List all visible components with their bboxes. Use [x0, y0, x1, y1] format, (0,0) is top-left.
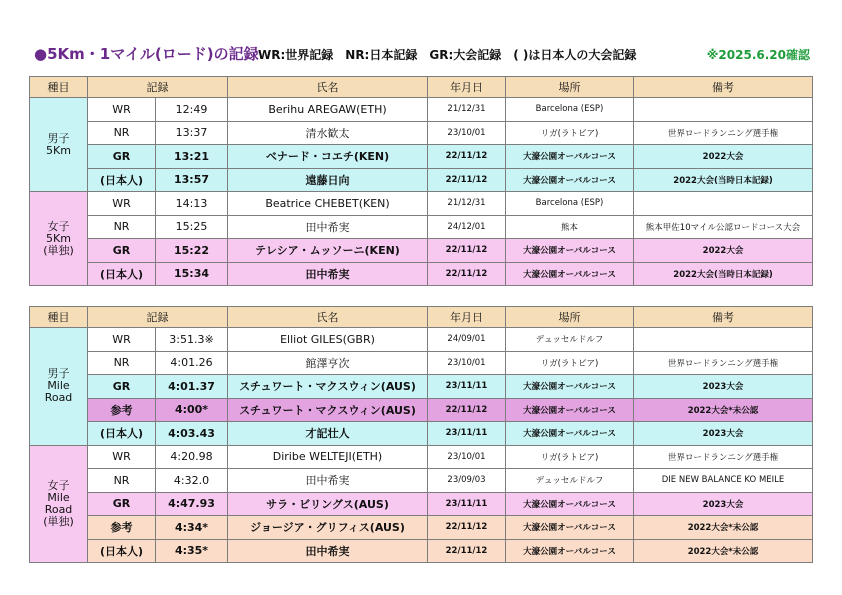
record-note: [634, 328, 813, 352]
record-note: 世界ロードランニング選手権: [634, 445, 813, 469]
record-type: (日本人): [88, 262, 156, 286]
col-header-place: 場所: [506, 307, 634, 328]
col-header-record: 記録: [88, 77, 228, 98]
record-note: 世界ロードランニング選手権: [634, 121, 813, 145]
athlete-name: 才記壮人: [228, 422, 428, 446]
legend-text: WR:世界記録 NR:日本記録 GR:大会記録 ( )は日本人の大会記録: [258, 48, 637, 62]
record-time: 12:49: [156, 98, 228, 122]
table-row: [30, 469, 813, 493]
record-place: 大濠公園オーバルコース: [506, 145, 634, 169]
record-place: リガ(ラトビア): [506, 121, 634, 145]
athlete-name: Elliot GILES(GBR): [228, 328, 428, 352]
athlete-name: Beatrice CHEBET(KEN): [228, 192, 428, 216]
record-place: 大濠公園オーバルコース: [506, 262, 634, 286]
title-bar: [34, 41, 810, 65]
record-time: 15:34: [156, 262, 228, 286]
record-date: 23/10/01: [428, 351, 506, 375]
table-row: [30, 239, 813, 263]
record-type: NR: [88, 121, 156, 145]
table-row: [30, 145, 813, 169]
record-note: 2022大会*未公認: [634, 398, 813, 422]
athlete-name: サラ・ビリングス(AUS): [228, 492, 428, 516]
athlete-name: スチュワート・マクスウィン(AUS): [228, 398, 428, 422]
athlete-name: 遠藤日向: [228, 168, 428, 192]
record-time: 13:21: [156, 145, 228, 169]
record-note: 2022大会*未公認: [634, 516, 813, 540]
record-note: 2022大会: [634, 145, 813, 169]
table-row: [30, 98, 813, 122]
athlete-name: 田中希実: [228, 469, 428, 493]
record-time: 13:37: [156, 121, 228, 145]
record-time: 15:25: [156, 215, 228, 239]
record-type: WR: [88, 328, 156, 352]
col-header-name: 氏名: [228, 77, 428, 98]
record-time: 4:32.0: [156, 469, 228, 493]
record-note: [634, 192, 813, 216]
athlete-name: ベナード・コエチ(KEN): [228, 145, 428, 169]
record-time: 4:01.26: [156, 351, 228, 375]
record-place: 大濠公園オーバルコース: [506, 492, 634, 516]
record-time: 4:01.37: [156, 375, 228, 399]
record-date: 22/11/12: [428, 539, 506, 563]
record-time: 13:57: [156, 168, 228, 192]
col-header-record: 記録: [88, 307, 228, 328]
table-row: [30, 375, 813, 399]
record-note: 2022大会*未公認: [634, 539, 813, 563]
athlete-name: 田中希実: [228, 215, 428, 239]
table-row: [30, 422, 813, 446]
record-place: 大濠公園オーバルコース: [506, 398, 634, 422]
record-date: 23/10/01: [428, 121, 506, 145]
table-row: [30, 121, 813, 145]
record-place: 大濠公園オーバルコース: [506, 422, 634, 446]
record-place: 大濠公園オーバルコース: [506, 375, 634, 399]
athlete-name: スチュワート・マクスウィン(AUS): [228, 375, 428, 399]
col-header-name: 氏名: [228, 307, 428, 328]
record-type: (日本人): [88, 168, 156, 192]
record-place: リガ(ラトビア): [506, 351, 634, 375]
athlete-name: 田中希実: [228, 539, 428, 563]
col-header-date: 年月日: [428, 307, 506, 328]
record-type: 参考: [88, 516, 156, 540]
record-date: 23/09/03: [428, 469, 506, 493]
record-time: 4:47.93: [156, 492, 228, 516]
record-type: WR: [88, 192, 156, 216]
col-header-event: 種目: [30, 77, 88, 98]
col-header-note: 備考: [634, 307, 813, 328]
record-date: 21/12/31: [428, 192, 506, 216]
record-date: 22/11/12: [428, 145, 506, 169]
col-header-date: 年月日: [428, 77, 506, 98]
col-header-place: 場所: [506, 77, 634, 98]
record-place: 大濠公園オーバルコース: [506, 168, 634, 192]
col-header-note: 備考: [634, 77, 813, 98]
record-note: 2022大会(当時日本記録): [634, 262, 813, 286]
record-time: 4:00*: [156, 398, 228, 422]
page-title: ●5Km・1マイル(ロード)の記録: [34, 45, 259, 63]
record-place: Barcelona (ESP): [506, 98, 634, 122]
event-category-men-mile: 男子 Mile Road: [30, 328, 88, 446]
athlete-name: 田中希実: [228, 262, 428, 286]
record-note: 2023大会: [634, 422, 813, 446]
record-place: 大濠公園オーバルコース: [506, 539, 634, 563]
record-note: 熊本甲佐10マイル公認ロードコース大会: [634, 215, 813, 239]
confirmed-date: ※2025.6.20確認: [706, 48, 810, 62]
record-note: 2023大会: [634, 492, 813, 516]
record-date: 24/12/01: [428, 215, 506, 239]
record-date: 23/11/11: [428, 492, 506, 516]
record-time: 4:35*: [156, 539, 228, 563]
event-category-women-5k: 女子 5Km (単独): [30, 192, 88, 286]
table-5k: [29, 76, 813, 286]
record-note: DIE NEW BALANCE KO MEILE: [634, 469, 813, 493]
record-place: デュッセルドルフ: [506, 469, 634, 493]
table-header-row: [30, 307, 813, 328]
table-mile: [29, 306, 813, 563]
col-header-event: 種目: [30, 307, 88, 328]
record-type: GR: [88, 492, 156, 516]
record-place: 大濠公園オーバルコース: [506, 516, 634, 540]
record-note: 世界ロードランニング選手権: [634, 351, 813, 375]
table-row: [30, 262, 813, 286]
record-time: 14:13: [156, 192, 228, 216]
athlete-name: Berihu AREGAW(ETH): [228, 98, 428, 122]
record-note: [634, 98, 813, 122]
record-note: 2022大会(当時日本記録): [634, 168, 813, 192]
record-date: 24/09/01: [428, 328, 506, 352]
table-row: [30, 445, 813, 469]
record-date: 21/12/31: [428, 98, 506, 122]
record-type: (日本人): [88, 422, 156, 446]
record-time: 4:34*: [156, 516, 228, 540]
record-type: NR: [88, 351, 156, 375]
athlete-name: 清水歓太: [228, 121, 428, 145]
table-row: [30, 328, 813, 352]
table-row: [30, 539, 813, 563]
event-category-men-5k: 男子 5Km: [30, 98, 88, 192]
record-time: 4:20.98: [156, 445, 228, 469]
record-type: WR: [88, 98, 156, 122]
table-row: [30, 215, 813, 239]
table-row: [30, 398, 813, 422]
record-place: 大濠公園オーバルコース: [506, 239, 634, 263]
record-date: 22/11/12: [428, 398, 506, 422]
athlete-name: Diribe WELTEJI(ETH): [228, 445, 428, 469]
record-place: デュッセルドルフ: [506, 328, 634, 352]
record-time: 3:51.3※: [156, 328, 228, 352]
table-row: [30, 168, 813, 192]
record-date: 22/11/12: [428, 262, 506, 286]
record-note: 2023大会: [634, 375, 813, 399]
record-date: 23/10/01: [428, 445, 506, 469]
record-type: WR: [88, 445, 156, 469]
record-place: 熊本: [506, 215, 634, 239]
record-note: 2022大会: [634, 239, 813, 263]
record-place: リガ(ラトビア): [506, 445, 634, 469]
record-date: 22/11/12: [428, 239, 506, 263]
table-row: [30, 192, 813, 216]
record-time: 15:22: [156, 239, 228, 263]
record-date: 23/11/11: [428, 375, 506, 399]
athlete-name: テレシア・ムッソーニ(KEN): [228, 239, 428, 263]
record-date: 22/11/12: [428, 168, 506, 192]
record-place: Barcelona (ESP): [506, 192, 634, 216]
athlete-name: ジョージア・グリフィス(AUS): [228, 516, 428, 540]
table-row: [30, 351, 813, 375]
event-category-women-mile: 女子 Mile Road (単独): [30, 445, 88, 563]
record-time: 4:03.43: [156, 422, 228, 446]
record-type: GR: [88, 145, 156, 169]
athlete-name: 館澤亨次: [228, 351, 428, 375]
record-type: NR: [88, 215, 156, 239]
table-header-row: [30, 77, 813, 98]
record-type: (日本人): [88, 539, 156, 563]
record-date: 23/11/11: [428, 422, 506, 446]
record-type: GR: [88, 375, 156, 399]
record-type: NR: [88, 469, 156, 493]
table-row: [30, 516, 813, 540]
record-type: 参考: [88, 398, 156, 422]
record-type: GR: [88, 239, 156, 263]
table-row: [30, 492, 813, 516]
record-date: 22/11/12: [428, 516, 506, 540]
